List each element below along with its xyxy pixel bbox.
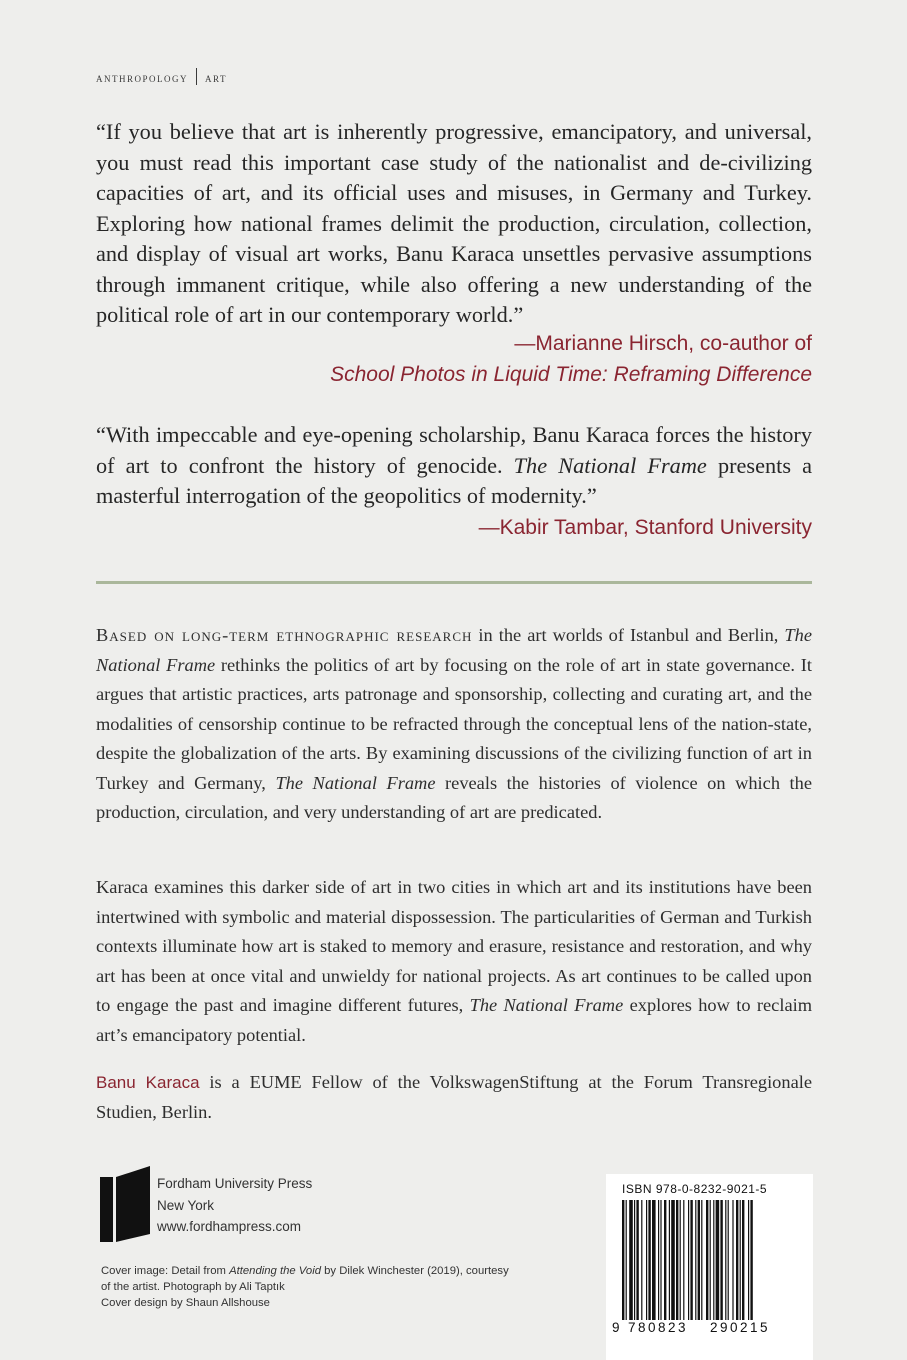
endorsement-attribution-1 bbox=[330, 328, 812, 390]
attribution-1-book: School Photos in Liquid Time: Reframing Difference bbox=[330, 363, 812, 386]
barcode-digits-left: 780823 bbox=[628, 1320, 689, 1335]
barcode-digits-right: 290215 bbox=[710, 1320, 771, 1335]
description-p2-text-a: Karaca examines this darker side of art in two cities in which art and its institutions have been intertwined with symbolic and material dispossession. The particularities of German and Turkish contexts illuminate how art is staked to memory and erasure, resistance and restoration, and why art has been at once vital and unwieldy for national projects. As art continues to be called upon to engage the past and imagine different futures, bbox=[96, 877, 812, 1015]
category-right: art bbox=[205, 70, 227, 85]
barcode-icon bbox=[622, 1200, 797, 1324]
description-p1-title-2: The National Frame bbox=[275, 772, 436, 793]
description-p1-text-b: rethinks the politics of art by focusing on the role of art in state governance. It argues that artistic practices, arts patronage and sponsorship, collecting and curating art, and the modalities of censorship continue to be refracted through the conceptual lens of the nation-state, despite the globalization of the arts. By examining discussions of the civilizing function of art in Turkey and Germany, bbox=[96, 654, 812, 793]
category-label bbox=[96, 70, 227, 87]
credit-text-a: Cover image: Detail from bbox=[101, 1265, 230, 1277]
barcode-panel bbox=[606, 1174, 813, 1360]
description-paragraph-2 bbox=[96, 873, 812, 1050]
publisher-name: Fordham University Press bbox=[157, 1176, 313, 1191]
endorsement-attribution-2: —Kabir Tambar, Stanford University bbox=[478, 516, 812, 539]
description-p1-text-c: reveals the histories of violence on which the production, circulation, and very understanding of art are predicated. bbox=[96, 772, 813, 822]
section-divider bbox=[96, 581, 812, 584]
publisher-logo-icon bbox=[100, 1166, 150, 1242]
barcode-digit-first: 9 bbox=[612, 1320, 620, 1335]
publisher-info bbox=[157, 1173, 312, 1238]
endorsement-quote-1: “If you believe that art is inherently progressive, emancipatory, and universal, you must read this important case study of the nationalist and de-civilizing capacities of art, and its official uses and misuses, in Germany and Turkey. Exploring how national frames delimit the production, circulation, collection, and display of visual art works, Banu Karaca unsettles pervasive assumptions through immanent critique, while also offering a new understanding of the political role of art in our contemporary world.” bbox=[96, 119, 812, 327]
attribution-1-name: —Marianne Hirsch, co-author of bbox=[514, 332, 812, 355]
category-left: anthropology bbox=[96, 70, 188, 85]
description-p2-title: The National Frame bbox=[469, 995, 624, 1015]
description-paragraph-1 bbox=[96, 621, 812, 828]
publisher-city: New York bbox=[157, 1197, 215, 1213]
cover-design-credit: Cover design by Shaun Allshouse bbox=[101, 1297, 270, 1309]
quote-2-book-title: The National Frame bbox=[513, 452, 707, 478]
author-bio bbox=[96, 1068, 812, 1127]
description-lead-in: Based on long-term ethnographic research bbox=[96, 625, 473, 645]
description-p1-title-1: The National Frame bbox=[96, 625, 812, 675]
category-divider bbox=[196, 68, 197, 85]
quote-2-text-a: “With impeccable and eye-opening scholarship, Banu Karaca forces the history of art to confront the history of genocide. bbox=[96, 422, 812, 478]
endorsement-quote-2 bbox=[96, 420, 812, 512]
quote-2-text-b: presents a masterful interrogation of the geopolitics of modernity.” bbox=[96, 452, 813, 508]
cover-image-credit bbox=[101, 1263, 521, 1295]
cover-credits bbox=[101, 1263, 521, 1311]
isbn-label: ISBN 978-0-8232-9021-5 bbox=[622, 1182, 768, 1196]
publisher-url: www.fordhampress.com bbox=[157, 1219, 302, 1234]
description-p2-text-b: explores how to reclaim art’s emancipatory potential. bbox=[96, 995, 813, 1045]
description-p1-text-a: in the art worlds of Istanbul and Berlin, bbox=[472, 625, 785, 645]
author-name: Banu Karaca bbox=[96, 1073, 200, 1092]
credit-text-b: by Dilek Winchester (2019), courtesy of the artist. Photograph by Ali Taptık bbox=[101, 1265, 509, 1293]
author-bio-text: is a EUME Fellow of the VolkswagenStiftung at the Forum Transregionale Studien, Berlin. bbox=[96, 1072, 812, 1122]
artwork-title: Attending the Void bbox=[229, 1265, 321, 1277]
